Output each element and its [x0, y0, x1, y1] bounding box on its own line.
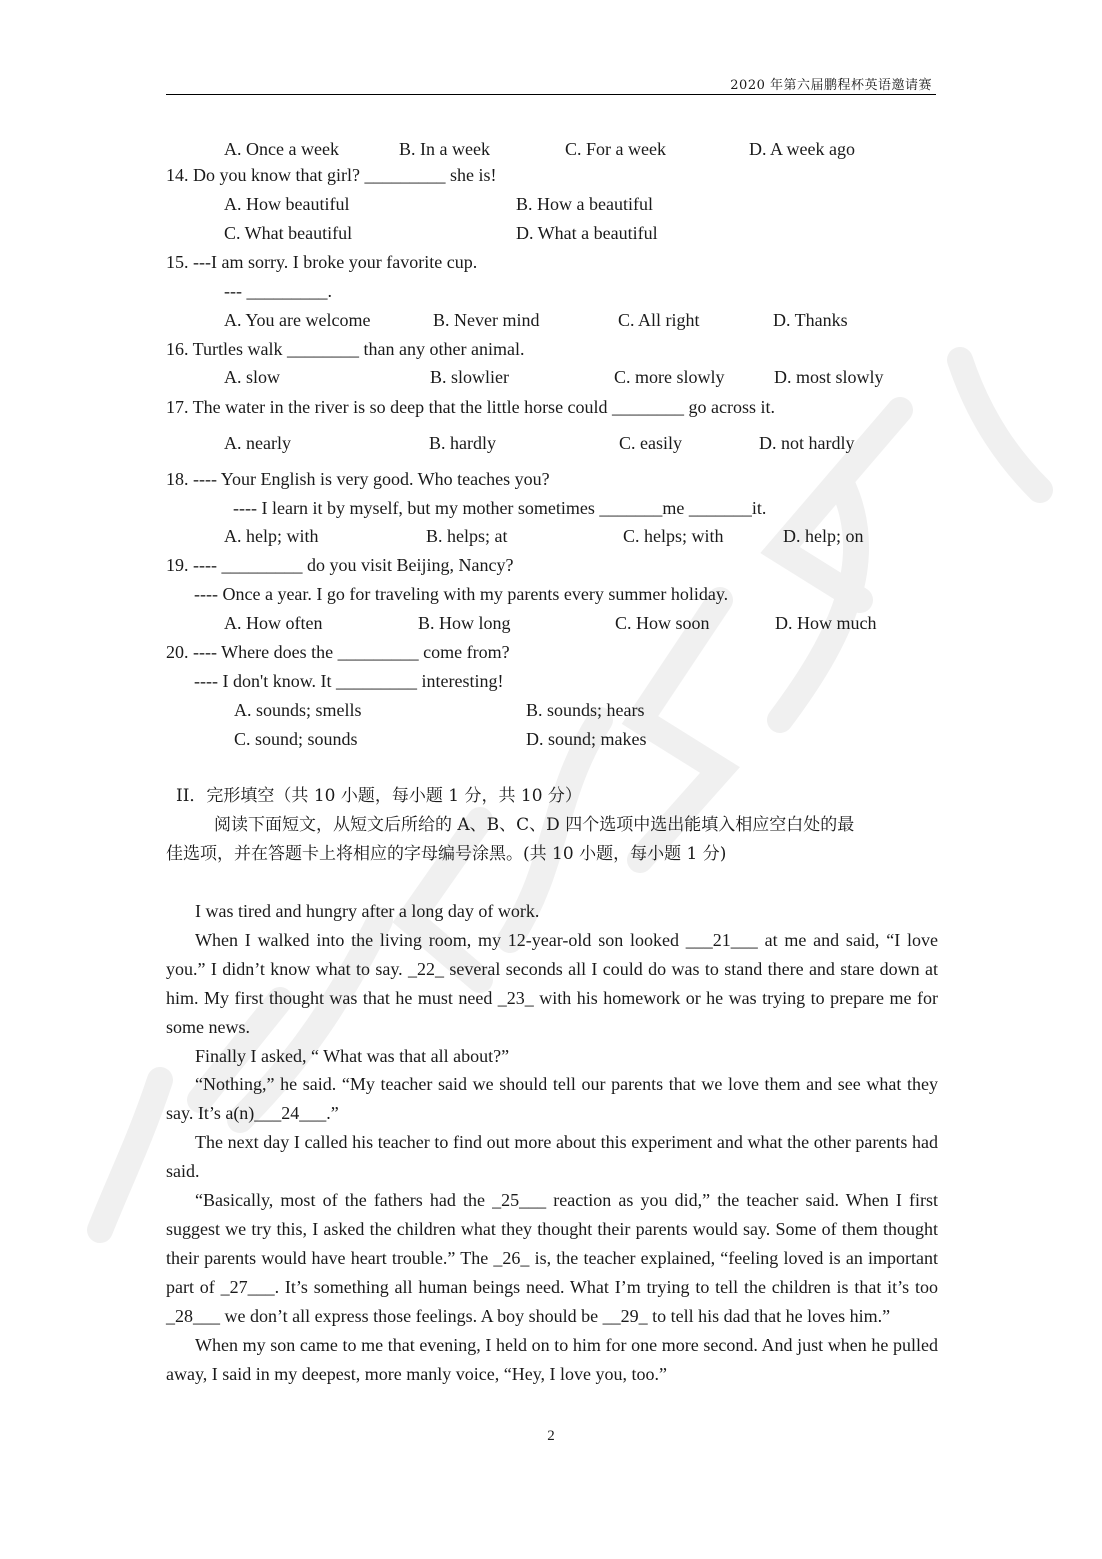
passage-paragraph: Finally I asked, “ What was that all about?”: [195, 1045, 510, 1066]
cloze-passage: [166, 897, 938, 1388]
q19-option-b: B. How long: [418, 613, 511, 633]
q13-option-c: C. For a week: [565, 139, 666, 159]
passage-paragraph: When I walked into the living room, my 12-year-old son looked ___21___ at me and said, “I love you.” I didn’t know what to say. _22_ several seconds all I could do was to stand there and stare down at him. My first thought was that he must need _23_ with his homework or he was trying to prepare me for some news.: [166, 929, 938, 1037]
header-title: 2020 年第六届鹏程杯英语邀请赛: [730, 78, 932, 93]
section-instruction-line-1: 阅读下面短文，从短文后所给的 A、B、C、D 四个选项中选出能填入相应空白处的最: [214, 815, 855, 835]
q14-option-c: C. What beautiful: [224, 223, 353, 243]
q16-option-c: C. more slowly: [614, 367, 725, 387]
q18-stem: 18. ---- Your English is very good. Who teaches you?: [166, 469, 550, 489]
q16-option-a: A. slow: [224, 367, 281, 387]
q19-option-c: C. How soon: [615, 613, 710, 633]
q16-option-d: D. most slowly: [774, 367, 884, 387]
q14-option-d: D. What a beautiful: [516, 223, 658, 243]
q20-option-b: B. sounds; hears: [526, 700, 645, 720]
q19-option-d: D. How much: [775, 613, 877, 633]
q15-option-a: A. You are welcome: [224, 310, 371, 330]
q19-option-a: A. How often: [224, 613, 323, 633]
q20-option-c: C. sound; sounds: [234, 729, 358, 749]
q15-option-c: C. All right: [618, 310, 700, 330]
q15-option-b: B. Never mind: [433, 310, 540, 330]
passage-paragraph: “Basically, most of the fathers had the _25___ reaction as you did,” the teacher said. When I first suggest we try this, I asked the children what they thought their parents would say. Some of them thought their parents would have heart trouble.” The _26_ is, the teacher explained, “feeling loved is an important part of _27___. It’s something all human beings need. What I’m trying to tell the children is that it’s too _28___ we don’t all express those feelings. A boy should be __29_ to tell his dad that he loves him.”: [166, 1190, 938, 1326]
section-title: II．完形填空（共 10 小题，每小题 1 分，共 10 分）: [176, 786, 582, 806]
q13-option-b: B. In a week: [399, 139, 490, 159]
q18-option-a: A. help; with: [224, 526, 319, 546]
q17-option-b: B. hardly: [429, 433, 496, 453]
q14-option-a: A. How beautiful: [224, 194, 350, 214]
q17-stem: 17. The water in the river is so deep that the little horse could ________ go across it.: [166, 397, 776, 417]
q19-stem: 19. ---- _________ do you visit Beijing, Nancy?: [166, 555, 514, 575]
q20-option-d: D. sound; makes: [526, 729, 647, 749]
q13-option-a: A. Once a week: [224, 139, 339, 159]
q16-option-b: B. slowlier: [430, 367, 509, 387]
q17-option-c: C. easily: [619, 433, 682, 453]
q15-stem: 15. ---I am sorry. I broke your favorite cup.: [166, 252, 478, 272]
page-number: 2: [547, 1428, 555, 1444]
q15-option-d: D. Thanks: [773, 310, 848, 330]
passage-paragraph: I was tired and hungry after a long day of work.: [195, 901, 540, 921]
q18-option-c: C. helps; with: [623, 526, 724, 546]
q17-option-a: A. nearly: [224, 433, 291, 453]
q16-stem: 16. Turtles walk ________ than any other animal.: [166, 339, 525, 359]
q14-option-b: B. How a beautiful: [516, 194, 653, 214]
passage-paragraph: “Nothing,” he said. “My teacher said we should tell our parents that we love them and see what they say. It’s a(n)___24___.”: [166, 1074, 938, 1124]
q18-option-d: D. help; on: [783, 526, 864, 546]
q18-option-b: B. helps; at: [426, 526, 508, 546]
q19-reply: ---- Once a year. I go for traveling with my parents every summer holiday.: [194, 584, 729, 604]
q20-reply: ---- I don't know. It _________ interesting!: [194, 671, 504, 691]
section-instruction-line-2: 佳选项，并在答题卡上将相应的字母编号涂黑。(共 10 小题，每小题 1 分): [166, 844, 727, 864]
q20-option-a: A. sounds; smells: [234, 700, 362, 720]
passage-paragraph: The next day I called his teacher to find out more about this experiment and what the other parents had said.: [166, 1132, 938, 1182]
q20-stem: 20. ---- Where does the _________ come from?: [166, 642, 510, 662]
q15-reply: --- _________.: [224, 281, 332, 301]
page-header: [166, 74, 936, 95]
passage-paragraph: When my son came to me that evening, I held on to him for one more second. And just when he pulled away, I said in my deepest, more manly voice, “Hey, I love you, too.”: [166, 1334, 938, 1384]
q18-reply: ---- I learn it by myself, but my mother sometimes _______me _______it.: [233, 498, 767, 518]
q13-option-d: D. A week ago: [749, 139, 855, 159]
q17-option-d: D. not hardly: [759, 433, 855, 453]
q14-stem: 14. Do you know that girl? _________ she is!: [166, 165, 497, 185]
